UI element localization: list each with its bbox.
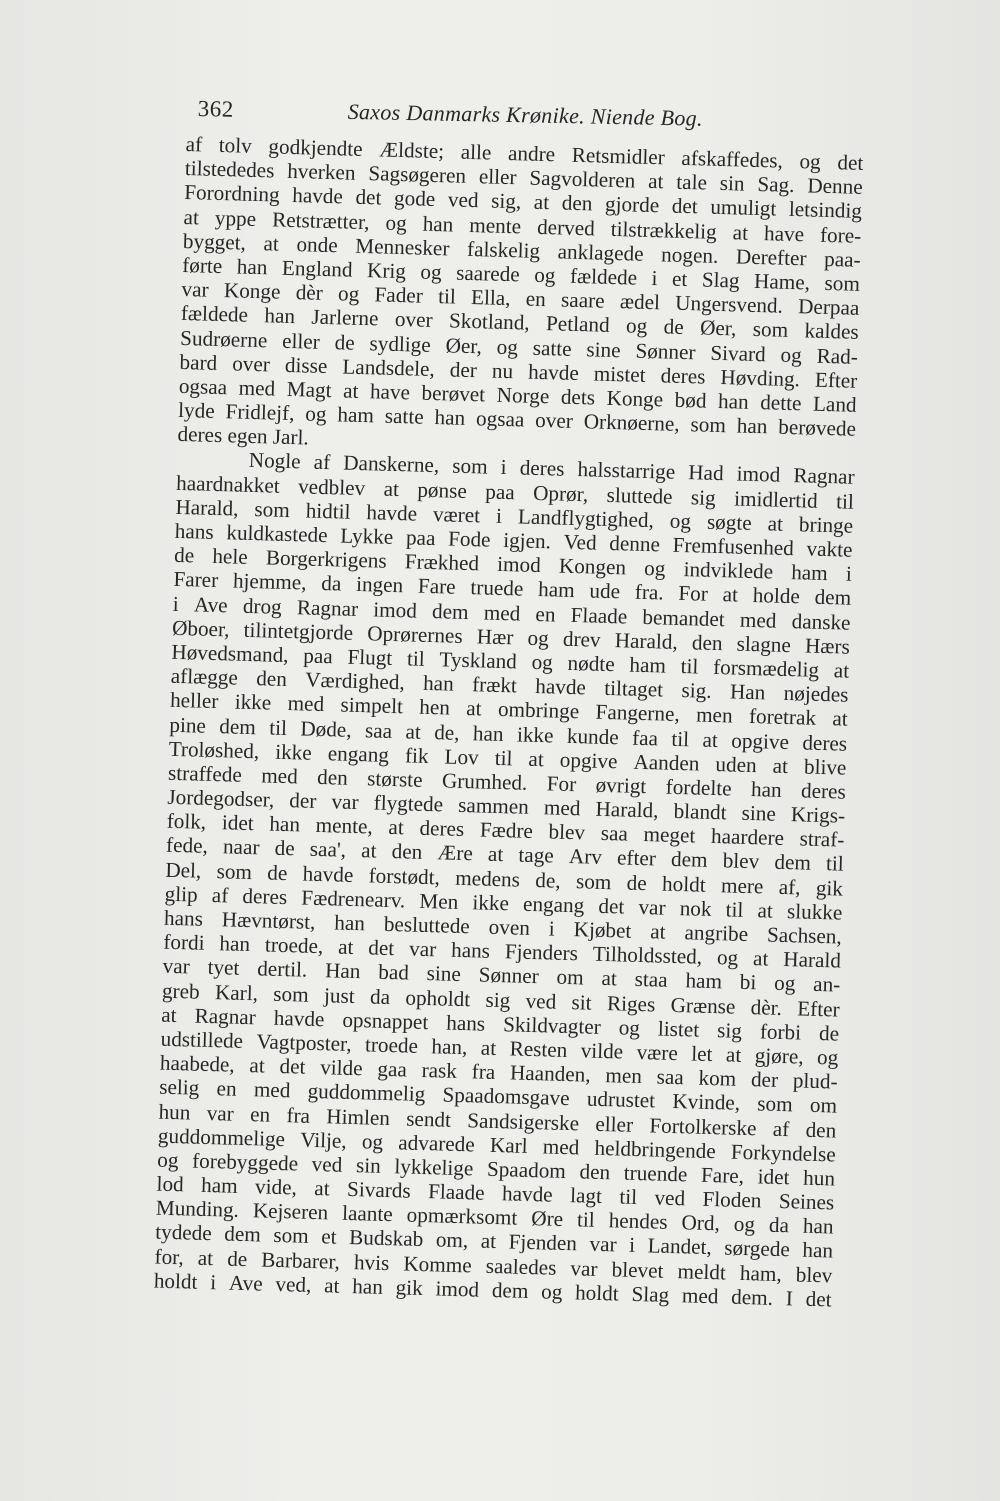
text-line: Troløshed, ikke engang fik Lov til at opgive Aanden uden at blive [168,736,847,780]
text-line: var Konge dèr og Fader til Ella, en saare ædel Ungersvend. Derpaa [181,277,860,320]
text-line: pine dem til Døde, saa at de, han ikke kunde faa til at opgive deres [169,712,848,756]
text-line: Sudrøerne eller de sydlige Øer, og satte sine Sønner Sivard og Rad- [179,325,859,369]
text-line: lyde Fridlejf, og ham satte han ogsaa over Orknøerne, som han berøvede [177,397,857,441]
text-line: hun var en fra Himlen sendt Sandsigerske eller Fortolkerske af den [158,1099,837,1143]
text-line: Munding. Kejseren laante opmærksomt Øre til hendes Ord, og da han [155,1195,834,1239]
page-header [197,96,867,139]
text-line: haardnakket vedblev at pønse paa Oprør, sluttede sig imidlertid til [175,470,855,514]
text-line: de hele Borgerkrigens Frækhed imod Kongen og indviklede ham i [173,543,853,586]
text-line: selig en med guddommelig Spaadomsgave udrustet Kvinde, som om [158,1074,838,1118]
text-line: tilstededes hverken Sagsøgeren eller Sagvolderen at tale sin Sag. Denne [184,156,863,200]
text-line: at Ragnar havde opsnappet hans Skildvagter og listet sig forbi de [161,1002,840,1046]
text-line: af tolv godkjendte Ældste; alle andre Retsmidler afskaffedes, og det [185,132,864,175]
text-line: udstillede Vagtposter, troede han, at Resten vilde være let at gjøre, og [160,1026,839,1070]
text-line: ogsaa med Magt at have berøvet Norge dets Konge bød han dette Land [178,373,857,417]
text-line: Høvedsmand, paa Flugt til Tyskland og nødte ham til forsmædelig at [171,639,850,683]
text-line: haabede, at det vilde gaa rask fra Haanden, men saa kom der plud- [159,1050,838,1094]
text-line: hans Hævntørst, han besluttede oven i Kjøbet at angribe Sachsen, [163,905,843,949]
text-line: at yppe Retstrætter, og han mente derved tilstrækkelig at have fore- [183,204,862,248]
text-line: folk, idet han mente, at deres Fædre blev saa meget haardere straf- [166,808,845,852]
text-line: greb Karl, som just da opholdt sig ved sit Riges Grænse dèr. Efter [161,978,841,1022]
text-line: fede, naar de saa', at den Ære at tage Arv efter dem blev dem til [165,833,845,877]
text-line: Forordning havde det gode ved sig, at den gjorde det umuligt letsindig [183,180,863,224]
text-line: Farer hjemme, da ingen Fare truede ham ude fra. For at holde dem [173,567,852,611]
text-line: guddommelige Vilje, og advarede Karl med heldbringende Forkyndelse [157,1123,837,1167]
text-line: heller ikke med simpelt hen at ombringe Fangerne, men foretrak at [169,688,849,732]
text-line: og forebyggede ved sin lykkelige Spaadom den truende Fare, idet hun [156,1147,836,1191]
text-line: fældede han Jarlerne over Skotland, Petland og de Øer, som kaldes [180,301,860,345]
page-number: 362 [197,96,234,122]
text-line: Øboer, tilintetgjorde Oprørernes Hær og drev Harald, den slagne Hærs [171,615,851,659]
text-line: Nogle af Danskerne, som i deres halsstarrige Had imod Ragnar [248,448,855,490]
text-line: hans kuldkastede Lykke paa Fode igjen. Ved denne Fremfusenhed vakte [174,518,853,562]
text-line: Harald, som hidtil havde været i Landflygtighed, og søgte at bringe [175,494,854,538]
body-text [154,132,864,1311]
text-line: fordi han troede, at det var hans Fjenders Tilholdssted, og at Harald [163,929,842,973]
text-line: Jordegodser, der var flygtede sammen med Harald, blandt sine Krigs- [167,784,846,828]
text-line: glip af deres Fædrenearv. Men ikke engang det var nok til at slukke [164,881,843,925]
text-line: lod ham vide, at Sivards Flaade havde lagt til ved Floden Seines [156,1171,835,1215]
text-line: tydede dem som et Budskab om, at Fjenden var i Landet, sørgede han [154,1220,834,1263]
text-line: holdt i Ave ved, at han gik imod dem og holdt Slag med dem. I det [153,1268,832,1312]
text-line: straffede med den største Grumhed. For øvrigt fordelte han deres [167,760,847,804]
text-line: deres egen Jarl. [177,422,310,450]
text-line: i Ave drog Ragnar imod dem med en Flaade bemandet med danske [172,591,851,635]
text-line: førte han England Krig og saarede og fældede i et Slag Hame, som [181,252,861,296]
text-line: for, at de Barbarer, hvis Komme saaledes var blevet meldt ham, blev [154,1244,833,1288]
text-line: aflægge den Værdighed, han frækt havde tiltaget sig. Han nøjedes [170,663,849,707]
text-line: bard over disse Landsdele, der nu havde mistet deres Høvding. Efter [179,349,858,393]
running-title: Saxos Danmarks Krønike. Niende Bog. [347,98,704,131]
text-line: var tyet dertil. Han bad sine Sønner om at staa ham bi og an- [162,954,841,997]
text-line: Del, som de havde forstødt, medens de, som de holdt mere af, gik [165,857,844,901]
text-line: bygget, at onde Mennesker falskelig anklagede nogen. Derefter paa- [182,228,861,272]
